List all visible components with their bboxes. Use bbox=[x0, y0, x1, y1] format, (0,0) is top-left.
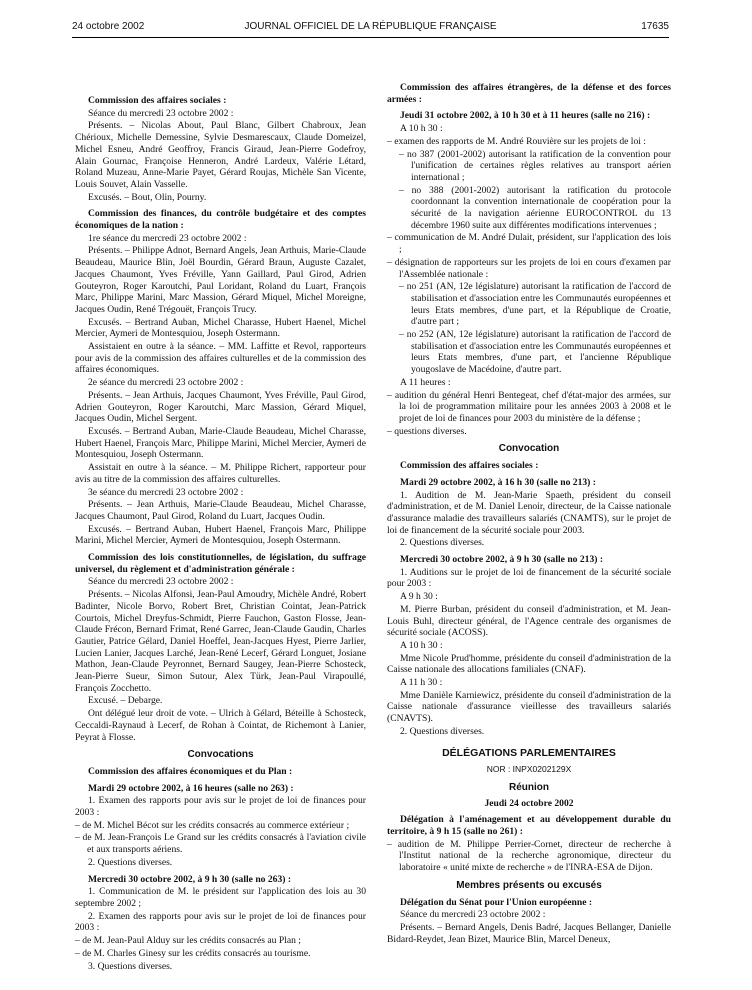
list-item: – communication de M. André Dulait, président, sur l'application des lois ; bbox=[387, 232, 671, 256]
section-heading: Mardi 29 octobre 2002, à 16 h 30 (salle no 213) : bbox=[400, 476, 596, 488]
paragraph: 2. Questions diverses. bbox=[400, 537, 485, 549]
sub-list-item: – no 387 (2001-2002) autorisant la ratification de la convention pour l'unification de certaines règles relatives au transport aérien international ; bbox=[399, 148, 671, 183]
section-heading: Jeudi 31 octobre 2002, à 10 h 30 et à 11 heures (salle no 216) : bbox=[400, 110, 651, 122]
section-heading: Délégation du Sénat pour l'Union européenne : bbox=[400, 896, 593, 908]
paragraph: Séance du mercredi 23 octobre 2002 : bbox=[88, 107, 234, 119]
list-item: – de M. Charles Ginesy sur les crédits consacrés au tourisme. bbox=[75, 947, 311, 959]
left-column bbox=[75, 90, 366, 973]
sub-list-item: – no 252 (AN, 12e législature) autorisant la ratification de l'accord de stabilisation et d'association entre les Communautés européennes et leurs Etats membres, d'une part, et l'ancienne République yougoslave de Macédoine, d'autre part. bbox=[399, 329, 671, 376]
paragraph: 1. Communication de M. le président sur l'application des lois au 30 septembre 2002 ; bbox=[75, 886, 366, 909]
paragraph: 1. Examen des rapports pour avis sur le projet de loi de finances pour 2003 : bbox=[75, 795, 366, 819]
list-item: – audition du général Henri Bentegeat, chef d'état-major des armées, sur la loi de programmation militaire pour les années 2003 à 2008 et le projet de loi de finances pour 2003 du ministère de la défense ; bbox=[387, 389, 671, 424]
right-column bbox=[387, 82, 671, 946]
section-heading: Commission des affaires sociales : bbox=[88, 95, 227, 106]
paragraph: Excusés. – Bertrand Auban, Hubert Haenel, François Marc, Philippe Marini, Michel Mercier, Aymeri de Montesquiou, Joseph Ostermann. bbox=[75, 523, 366, 547]
paragraph: 3. Questions diverses. bbox=[88, 960, 173, 972]
nor-reference: NOR : INPX0202129X bbox=[486, 764, 572, 775]
block-title: Convocation bbox=[498, 443, 560, 455]
section-heading: Commission des affaires économiques et du Plan : bbox=[88, 765, 293, 777]
paragraph: 1re séance du mercredi 23 octobre 2002 : bbox=[88, 232, 247, 244]
section-heading: Délégation à l'aménagement et au développement durable du territoire, à 9 h 15 (salle no 261) : bbox=[387, 814, 671, 838]
paragraph: A 9 h 30 : bbox=[400, 591, 438, 603]
list-item: – désignation de rapporteurs sur les projets de loi en cours d'examen par l'Assemblée nationale : bbox=[387, 256, 671, 280]
paragraph: A 11 h 30 : bbox=[400, 677, 443, 689]
paragraph: Ont délégué leur droit de vote. – Ulrich à Gélard, Béteille à Schosteck, Ceccaldi-Raynaud à Lecerf, de Rohan à Cointat, de Richemont à Lanier, Peyrat à Flosse. bbox=[75, 708, 366, 743]
paragraph: Séance du mercredi 23 octobre 2002 : bbox=[88, 576, 234, 588]
list-item: – de M. Jean-Paul Alduy sur les crédits consacrés au Plan ; bbox=[75, 935, 301, 947]
list-item: – de M. Jean-François Le Grand sur les crédits consacrés à l'aviation civile et aux transports aériens. bbox=[75, 832, 366, 856]
section-heading: Commission des finances, du contrôle budgétaire et des comptes économiques de la nation : bbox=[75, 208, 366, 232]
paragraph: A 11 heures : bbox=[400, 376, 451, 388]
section-heading: Mercredi 30 octobre 2002, à 9 h 30 (salle no 213) : bbox=[400, 554, 604, 566]
section-heading: Mercredi 30 octobre 2002, à 9 h 30 (salle no 263) : bbox=[88, 873, 292, 885]
paragraph: 2. Questions diverses. bbox=[88, 856, 173, 868]
header-date: 24 octobre 2002 bbox=[72, 21, 145, 32]
sub-list-item: – no 251 (AN, 12e législature) autorisant la ratification de l'accord de stabilisation et d'association entre les Communautés européennes et leurs Etats membres, d'une part, et la République de Croatie, d'autre part ; bbox=[399, 281, 671, 328]
list-item: – de M. Michel Bécot sur les crédits consacrés au commerce extérieur ; bbox=[75, 819, 350, 831]
paragraph: Présents. – Bernard Angels, Denis Badré, Jacques Bellanger, Danielle Bidard-Reydet, Jean Bizet, Maurice Blin, Marcel Deneux, bbox=[387, 922, 671, 945]
paragraph: 1. Auditions sur le projet de loi de financement de la sécurité sociale pour 2003 : bbox=[387, 566, 671, 590]
header-page-number: 17635 bbox=[641, 21, 669, 32]
paragraph: Excusés. – Bertrand Auban, Marie-Claude Beaudeau, Michel Charasse, Hubert Haenel, François Marc, Philippe Marini, Michel Mercier, Aymeri de Montesquiou, Joseph Ostermann. bbox=[75, 425, 366, 461]
list-item: – questions diverses. bbox=[387, 425, 467, 437]
section-heading: Commission des affaires étrangères, de la défense et des forces armées : bbox=[387, 82, 671, 105]
block-title: Réunion bbox=[509, 781, 549, 793]
section-heading: Mardi 29 octobre 2002, à 16 heures (salle no 263) : bbox=[88, 782, 294, 794]
sub-list-item: – no 388 (2001-2002) autorisant la ratification du protocole coordonnant la convention internationale de coopération pour la sécurité de la navigation aérienne EUROCONTROL du 13 décembre 1960 suite aux différentes modifications intervenues ; bbox=[399, 184, 671, 231]
header-title: JOURNAL OFFICIEL DE LA RÉPUBLIQUE FRANÇAISE bbox=[244, 21, 497, 32]
paragraph: Assistait en outre à la séance. – M. Philippe Richert, rapporteur pour avis au titre de la commission des affaires culturelles. bbox=[75, 462, 366, 485]
block-title: Convocations bbox=[187, 749, 254, 761]
paragraph: 2. Questions diverses. bbox=[400, 725, 485, 737]
paragraph: Séance du mercredi 23 octobre 2002 : bbox=[400, 909, 546, 921]
paragraph: M. Pierre Burban, président du conseil d'administration, et M. Jean-Louis Buhl, directeur général, de l'Agence centrale des organismes de sécurité sociale (ACOSS). bbox=[387, 603, 671, 639]
header-rule bbox=[72, 37, 669, 38]
paragraph: Présents. – Nicolas About, Paul Blanc, Gilbert Chabroux, Jean Chérioux, Michelle Demessine, Sylvie Desmarescaux, Claude Domeizel, Michel Esneu, André Geoffroy, Francis Giraud, Jean-Pierre Godefroy, Alain Gournac, Françoise Henneron, André Lardeux, Valérie Létard, Roland Muzeau, Anne-Marie Payet, Gérard Roujas, Michèle San Vicente, Louis Souvet, Alain Vasselle. bbox=[75, 120, 366, 190]
page-header bbox=[72, 20, 669, 34]
paragraph: Présents. – Nicolas Alfonsi, Jean-Paul Amoudry, Michèle André, Robert Badinter, Nicole Borvo, Robert Bret, Christian Cointat, Jean-Patrick Courtois, Michel Dreyfus-Schmidt, Pierre Fauchon, Gaston Flosse, Jean-Claude Frécon, Bernard Frimat, René Garrec, Jean-Claude Gaudin, Charles Gautier, Patrice Gélard, Daniel Hoeffel, Jean-Jacques Hyest, Pierre Jarlier, Lucien Lanier, Jacques Larché, Jean-René Lecerf, Gérard Longuet, Josiane Mathon, Jean-Claude Peyronnet, Bernard Saugey, Jean-Pierre Schosteck, Jean-Pierre Sueur, Simon Sutour, Alex Türk, Jean-Paul Virapoullé, François Zocchetto. bbox=[75, 589, 366, 694]
paragraph: 2. Examen des rapports pour avis sur le projet de loi de finances pour 2003 : bbox=[75, 910, 366, 934]
paragraph: Présents. – Jean Arthuis, Marie-Claude Beaudeau, Michel Charasse, Jacques Chaumont, Paul Girod, Roland du Luart, Jacques Oudin. bbox=[75, 499, 366, 522]
paragraph: A 10 h 30 : bbox=[400, 639, 443, 651]
paragraph: Mme Danièle Karniewicz, présidente du conseil d'administration de la Caisse nationale d'assurance vieillesse des travailleurs salariés (CNAVTS). bbox=[387, 689, 671, 725]
paragraph: 1. Audition de M. Jean-Marie Spaeth, président du conseil d'administration, et de M. Daniel Lenoir, directeur, de la Caisse nationale d'assurance maladie des travailleurs salariés (CNAMTS), sur le projet de loi de financement de la sécurité sociale pour 2003. bbox=[387, 489, 671, 536]
paragraph: Excusés. – Bertrand Auban, Michel Charasse, Hubert Haenel, Michel Mercier, Aymeri de Montesquiou, Joseph Ostermann. bbox=[75, 316, 366, 340]
section-heading: Commission des affaires sociales : bbox=[400, 460, 539, 472]
section-heading: Commission des lois constitutionnelles, de législation, du suffrage universel, du règlement et d'administration générale : bbox=[75, 552, 366, 575]
paragraph: Excusé. – Debarge. bbox=[88, 695, 163, 707]
list-item: – audition de M. Philippe Perrier-Cornet, directeur de recherche à l'Institut national de la recherche agronomique, directeur du laboratoire « unité mixte de recherche » de l'INRA-ESA de Dijon. bbox=[387, 838, 671, 874]
paragraph: Assistaient en outre à la séance. – MM. Laffitte et Revol, rapporteurs pour avis de la commission des affaires culturelles et de la commission des affaires économiques. bbox=[75, 341, 366, 376]
list-item: – examen des rapports de M. André Rouvière sur les projets de loi : bbox=[387, 135, 646, 147]
date-heading: Jeudi 24 octobre 2002 bbox=[484, 797, 574, 809]
paragraph: 2e séance du mercredi 23 octobre 2002 : bbox=[88, 377, 244, 389]
block-title: Membres présents ou excusés bbox=[456, 879, 602, 891]
paragraph: 3e séance du mercredi 23 octobre 2002 : bbox=[88, 486, 244, 498]
part-title: DÉLÉGATIONS PARLEMENTAIRES bbox=[442, 746, 616, 759]
paragraph: Présents. – Philippe Adnot, Bernard Angels, Jean Arthuis, Marie-Claude Beaudeau, Maurice Blin, Joël Bourdin, Gérard Braun, Auguste Cazalet, Jacques Chaumont, Yves Fréville, Yann Gaillard, Paul Girod, Adrien Gouteyron, Roger Karoutchi, Paul Loridant, Roland du Luart, François Marc, Philippe Marini, Marc Massion, Gérard Miquel, Michel Moreigne, Jacques Oudin, René Trégouët, François Trucy. bbox=[75, 245, 366, 315]
paragraph: Présents. – Jean Arthuis, Jacques Chaumont, Yves Fréville, Paul Girod, Adrien Gouteyron, Roger Karoutchi, Marc Massion, Gérard Miquel, Jacques Oudin, Michel Sergent. bbox=[75, 389, 366, 425]
paragraph: A 10 h 30 : bbox=[400, 123, 443, 135]
paragraph: Mme Nicole Prud'homme, présidente du conseil d'administration de la Caisse nationale des allocations familiales (CNAF). bbox=[387, 652, 671, 676]
paragraph: Excusés. – Bout, Olin, Pourny. bbox=[88, 191, 207, 203]
